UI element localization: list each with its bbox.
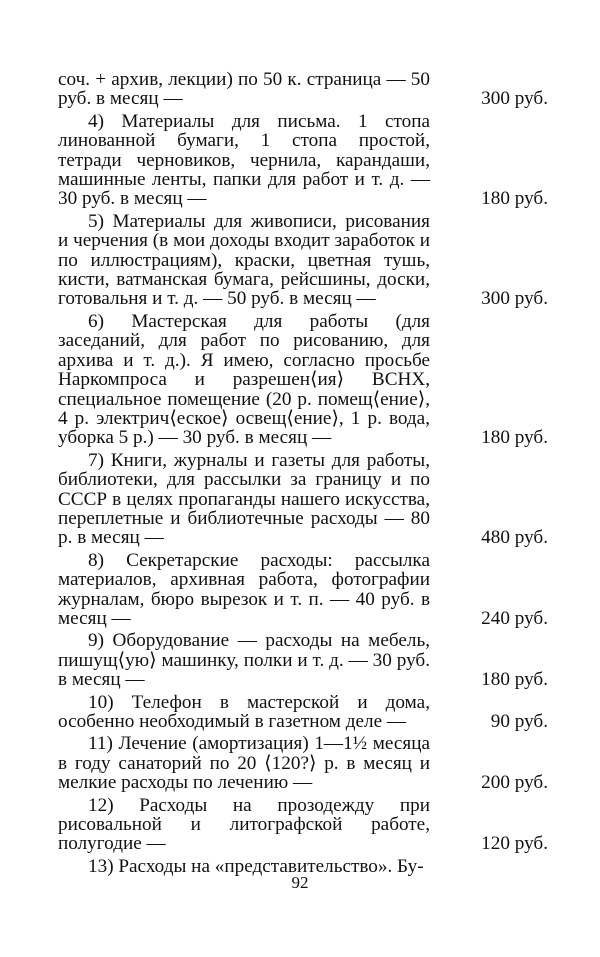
item-text: 7) Книги, журналы и газеты для работы, библиотеки, для рассылки за границу и по СССР в целях пропаганды нашего искусства, переплетные и библиотечные расходы — 80 р. в месяц —: [58, 449, 430, 549]
item-text: 4) Материалы для письма. 1 стопа линованной бумаги, 1 стопа простой, тетради черновиков, чернила, карандаши, машинные ленты, папки для работ и т. д. — 30 руб. в месяц —: [58, 110, 430, 210]
document-page: [58, 70, 548, 877]
page-number: 92: [291, 873, 309, 892]
item-amount: 300 руб.: [481, 88, 548, 110]
item-amount: 180 руб.: [481, 427, 548, 449]
list-item: [58, 796, 548, 855]
list-item: [58, 551, 548, 630]
list-item: [58, 212, 548, 310]
item-amount: 480 руб.: [481, 527, 548, 549]
item-amount: 180 руб.: [481, 188, 548, 210]
item-text: 12) Расходы на прозодежду при рисовальной и литографской работе, полугодие —: [58, 794, 430, 855]
item-amount: 200 руб.: [481, 772, 548, 794]
list-item: [58, 451, 548, 549]
list-item: [58, 312, 548, 449]
item-text: соч. + архив, лекции) по 50 к. страница — 50 руб. в месяц —: [58, 69, 430, 110]
item-amount: 300 руб.: [481, 288, 548, 310]
item-text: 11) Лечение (амортизация) 1—1½ месяца в году санаторий по 20 ⟨120?⟩ р. в месяц и мелкие расходы по лечению —: [58, 733, 430, 794]
item-text: 13) Расходы на «представительство». Бу-: [88, 855, 424, 877]
item-amount: 240 руб.: [481, 607, 548, 629]
item-text: 6) Мастерская для работы (для заседаний, для работ по рисованию, для архива и т. д.). Я имею, согласно просьбе Наркомпроса и разрешен⟨ия⟩ ВСНХ, специальное помещение (20 р. помещ⟨ение⟩, 4 р. электрич⟨еское⟩ освещ⟨ение⟩, 1 р. вода, уборка 5 р.) — 30 руб. в месяц —: [58, 310, 430, 449]
item-text: 10) Телефон в мастерской и дома, особенно необходимый в газетном деле —: [58, 691, 430, 732]
list-item: [58, 70, 548, 110]
item-amount: 180 руб.: [481, 669, 548, 691]
list-item: [58, 693, 548, 733]
item-text: 5) Материалы для живописи, рисования и черчения (в мои доходы входит заработок и по иллюстрациям), краски, цветная тушь, кисти, ватманская бумага, рейсшины, доски, готовальня и т. д. — 50 руб. в месяц —: [58, 210, 430, 310]
item-amount: 120 руб.: [481, 833, 548, 855]
item-amount: 90 руб.: [490, 711, 548, 732]
item-text: 9) Оборудование — расходы на мебель, пишущ⟨ую⟩ машинку, полки и т. д. — 30 руб. в месяц —: [58, 630, 430, 691]
list-item: [58, 112, 548, 210]
list-item: [58, 734, 548, 793]
list-item: [58, 631, 548, 690]
item-text: 8) Секретарские расходы: рассылка материалов, архивная работа, фотографии журналам, бюро вырезок и т. п. — 40 руб. в месяц —: [58, 549, 430, 629]
